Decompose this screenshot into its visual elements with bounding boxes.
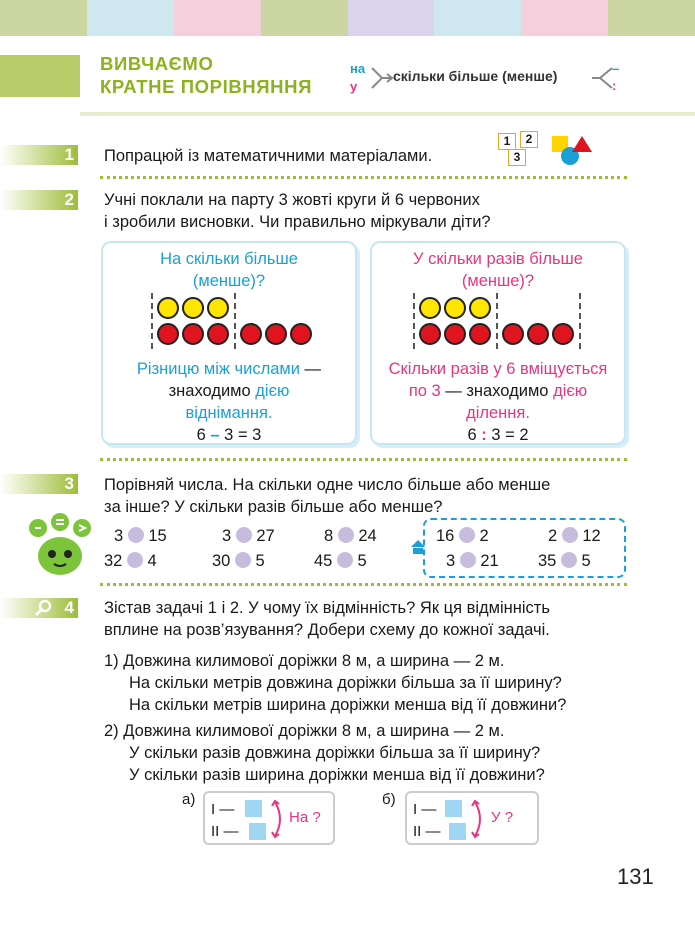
compare-circle[interactable] (236, 527, 252, 543)
compare-pair: 35 5 (538, 552, 591, 570)
divider (100, 176, 627, 179)
task4-text: Зістав задачі 1 і 2. У чому їх відмінність? Як ця відмінність вплине на розв’язування? Добери схему до кожної задачі. (104, 599, 550, 639)
dashed-line (234, 293, 236, 349)
left-question: На скільки більше (менше)? (160, 250, 298, 290)
right-question: У скільки разів більше (менше)? (413, 250, 583, 290)
scheme-a-question: На ? (289, 809, 321, 826)
scheme-b-label: б) (382, 791, 396, 808)
yellow-circle (157, 297, 179, 319)
number-cards-icon: 1 2 3 (498, 131, 544, 169)
merge-arrow-icon (370, 64, 394, 92)
scheme-row-1: I — (211, 801, 235, 818)
compare-circle[interactable] (561, 552, 577, 568)
right-answer: Скільки разів у 6 вміщується по 3 — знаходимо дією ділення. 6 : 3 = 2 (388, 360, 608, 444)
left-answer: Різницю між числами — знаходимо дією віднімання. 6 – 3 = 3 (136, 360, 322, 444)
yellow-circle (182, 297, 204, 319)
header-underline (80, 112, 695, 116)
magnifier-icon (34, 599, 54, 617)
compare-pair: 16 2 (436, 527, 489, 545)
compare-circle[interactable] (459, 527, 475, 543)
blue-square (245, 800, 262, 817)
compare-circle[interactable] (128, 527, 144, 543)
compare-circle[interactable] (460, 552, 476, 568)
dashed-line (413, 293, 415, 349)
task3-text: Порівняй числа. На скільки одне число більше або менше за інше? У скільки разів більше або менше? (104, 476, 551, 516)
double-arrow-icon (269, 797, 289, 841)
red-circle (265, 323, 287, 345)
divider (100, 583, 627, 586)
compare-circle[interactable] (562, 527, 578, 543)
scheme-b-question: У ? (491, 809, 514, 826)
task-number-4: 4 (0, 598, 78, 618)
red-circle (182, 323, 204, 345)
compare-pair: 3 21 (446, 552, 499, 570)
dashed-line (151, 293, 153, 349)
dashed-line (579, 293, 581, 349)
double-arrow-icon (469, 797, 489, 841)
dashed-line (496, 293, 498, 349)
compare-circle[interactable] (235, 552, 251, 568)
blue-square (249, 823, 266, 840)
shapes-icon (550, 132, 594, 168)
yellow-circle (469, 297, 491, 319)
header-bar (0, 55, 80, 97)
blue-square (445, 800, 462, 817)
red-circle (527, 323, 549, 345)
red-circle (290, 323, 312, 345)
house-arrow-icon (410, 539, 426, 555)
compare-label: скільки більше (менше) (393, 68, 558, 84)
problem-1: 1) Довжина килимової доріжки 8 м, а ширина — 2 м. На скільки метрів довжина доріжки більша за її ширину? На скільки метрів ширина доріжки менша від її довжини? (104, 652, 567, 714)
blue-square (449, 823, 466, 840)
compare-pair: 3 15 (114, 527, 167, 545)
scheme-row-2: II — (211, 823, 239, 840)
task-number-1: 1 (0, 145, 78, 165)
yellow-circle (419, 297, 441, 319)
problem-2: 2) Довжина килимової доріжки 8 м, а ширина — 2 м. У скільки разів довжина доріжки більша за її ширину? У скільки разів ширина доріжки менша від її довжини? (104, 722, 545, 784)
task-number-2: 2 (0, 190, 78, 210)
compare-pair: 8 24 (324, 527, 377, 545)
red-circle (240, 323, 262, 345)
compare-pair: 2 12 (548, 527, 601, 545)
compare-pair: 30 5 (212, 552, 265, 570)
split-arrow-icon (590, 64, 614, 92)
red-circle (502, 323, 524, 345)
task1-text: Попрацюй із математичними матеріалами. (104, 147, 433, 165)
yellow-circle (444, 297, 466, 319)
compare-circle[interactable] (337, 552, 353, 568)
compare-circle[interactable] (127, 552, 143, 568)
division-box (370, 241, 626, 445)
scheme-row-1: I — (413, 801, 437, 818)
operation-marks: – : (612, 61, 620, 93)
red-circle (552, 323, 574, 345)
scheme-a (203, 791, 335, 845)
top-color-strip (0, 0, 695, 36)
scheme-a-label: а) (182, 791, 196, 808)
red-circle (157, 323, 179, 345)
page-title: ВИВЧАЄМО КРАТНЕ ПОРІВНЯННЯ (100, 53, 312, 97)
task2-text: Учні поклали на парту 3 жовті круги й 6 червоних і зробили висновки. Чи правильно міркували діти? (104, 191, 491, 231)
yellow-circle (207, 297, 229, 319)
compare-pair: 45 5 (314, 552, 367, 570)
subtraction-box (101, 241, 357, 445)
compare-pair: 3 27 (222, 527, 275, 545)
divider (100, 458, 627, 461)
red-circle (207, 323, 229, 345)
green-mascot-icon (22, 512, 98, 578)
task-number-3: 3 (0, 474, 78, 494)
compare-circle[interactable] (338, 527, 354, 543)
compare-pair: 32 4 (104, 552, 157, 570)
na-u-labels: на у (350, 61, 366, 94)
page-number: 131 (617, 864, 654, 889)
red-circle (469, 323, 491, 345)
red-circle (419, 323, 441, 345)
scheme-b (405, 791, 539, 845)
red-circle (444, 323, 466, 345)
scheme-row-2: II — (413, 823, 441, 840)
